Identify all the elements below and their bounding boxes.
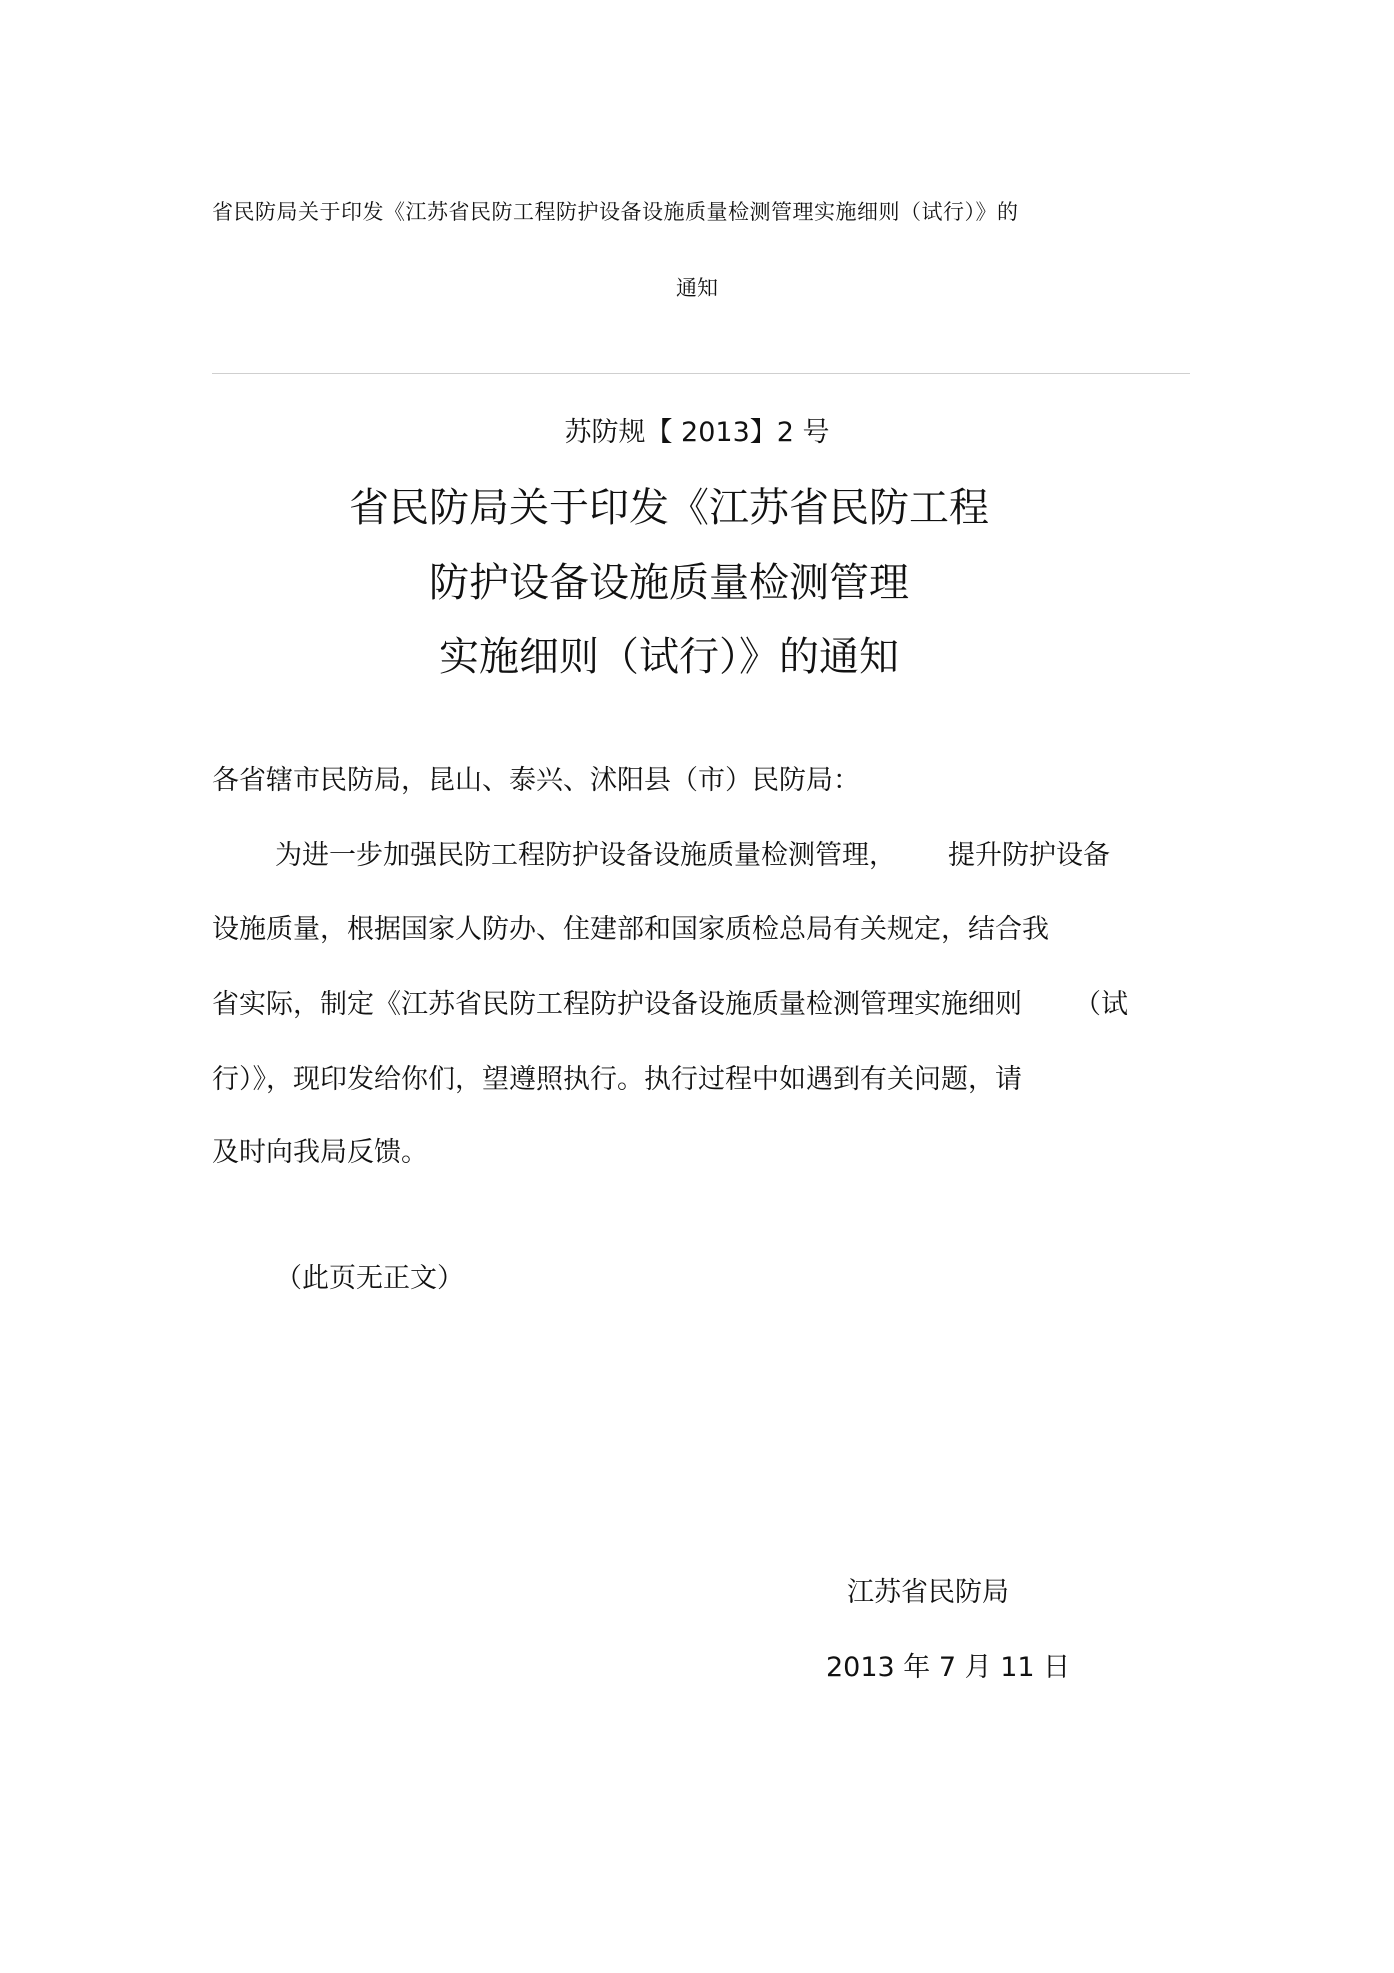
body-line-1-part-b: 提升防护设备 <box>948 840 1110 871</box>
body-line-1 <box>275 833 1110 872</box>
main-title-line-3: 实施细则（试行）》的通知 <box>439 634 899 680</box>
issue-date: 2013 年 7 月 11 日 <box>826 1652 1071 1683</box>
header-title-line-1: 省民防局关于印发《江苏省民防工程防护设备设施质量检测管理实施细则（试行）》的 <box>212 200 1019 224</box>
header-title-line-2: 通知 <box>676 276 718 300</box>
document-number-text: 苏防规【 2013】2 号 <box>564 417 830 448</box>
body-line-3-part-a: 省实际，制定《江苏省民防工程防护设备设施质量检测管理实施细则 <box>212 989 1022 1020</box>
header-divider <box>212 373 1190 374</box>
body-line-4: 行）》，现印发给你们，望遵照执行。执行过程中如遇到有关问题，请 <box>212 1064 1022 1095</box>
body-line-1-part-a: 为进一步加强民防工程防护设备设施质量检测管理， <box>275 840 896 871</box>
no-body-note: （此页无正文） <box>275 1263 464 1294</box>
body-line-2: 设施质量，根据国家人防办、住建部和国家质检总局有关规定，结合我 <box>212 914 1049 945</box>
issuer-signature: 江苏省民防局 <box>847 1577 1009 1608</box>
document-number <box>0 410 1394 449</box>
salutation: 各省辖市民防局，昆山、泰兴、沭阳县（市）民防局： <box>212 765 860 796</box>
main-title-line-1: 省民防局关于印发《江苏省民防工程 <box>349 485 989 531</box>
body-line-3 <box>212 982 1128 1021</box>
body-line-3-part-b: （试 <box>1074 989 1128 1020</box>
body-line-5: 及时向我局反馈。 <box>212 1137 428 1168</box>
main-title-line-2: 防护设备设施质量检测管理 <box>429 560 909 606</box>
